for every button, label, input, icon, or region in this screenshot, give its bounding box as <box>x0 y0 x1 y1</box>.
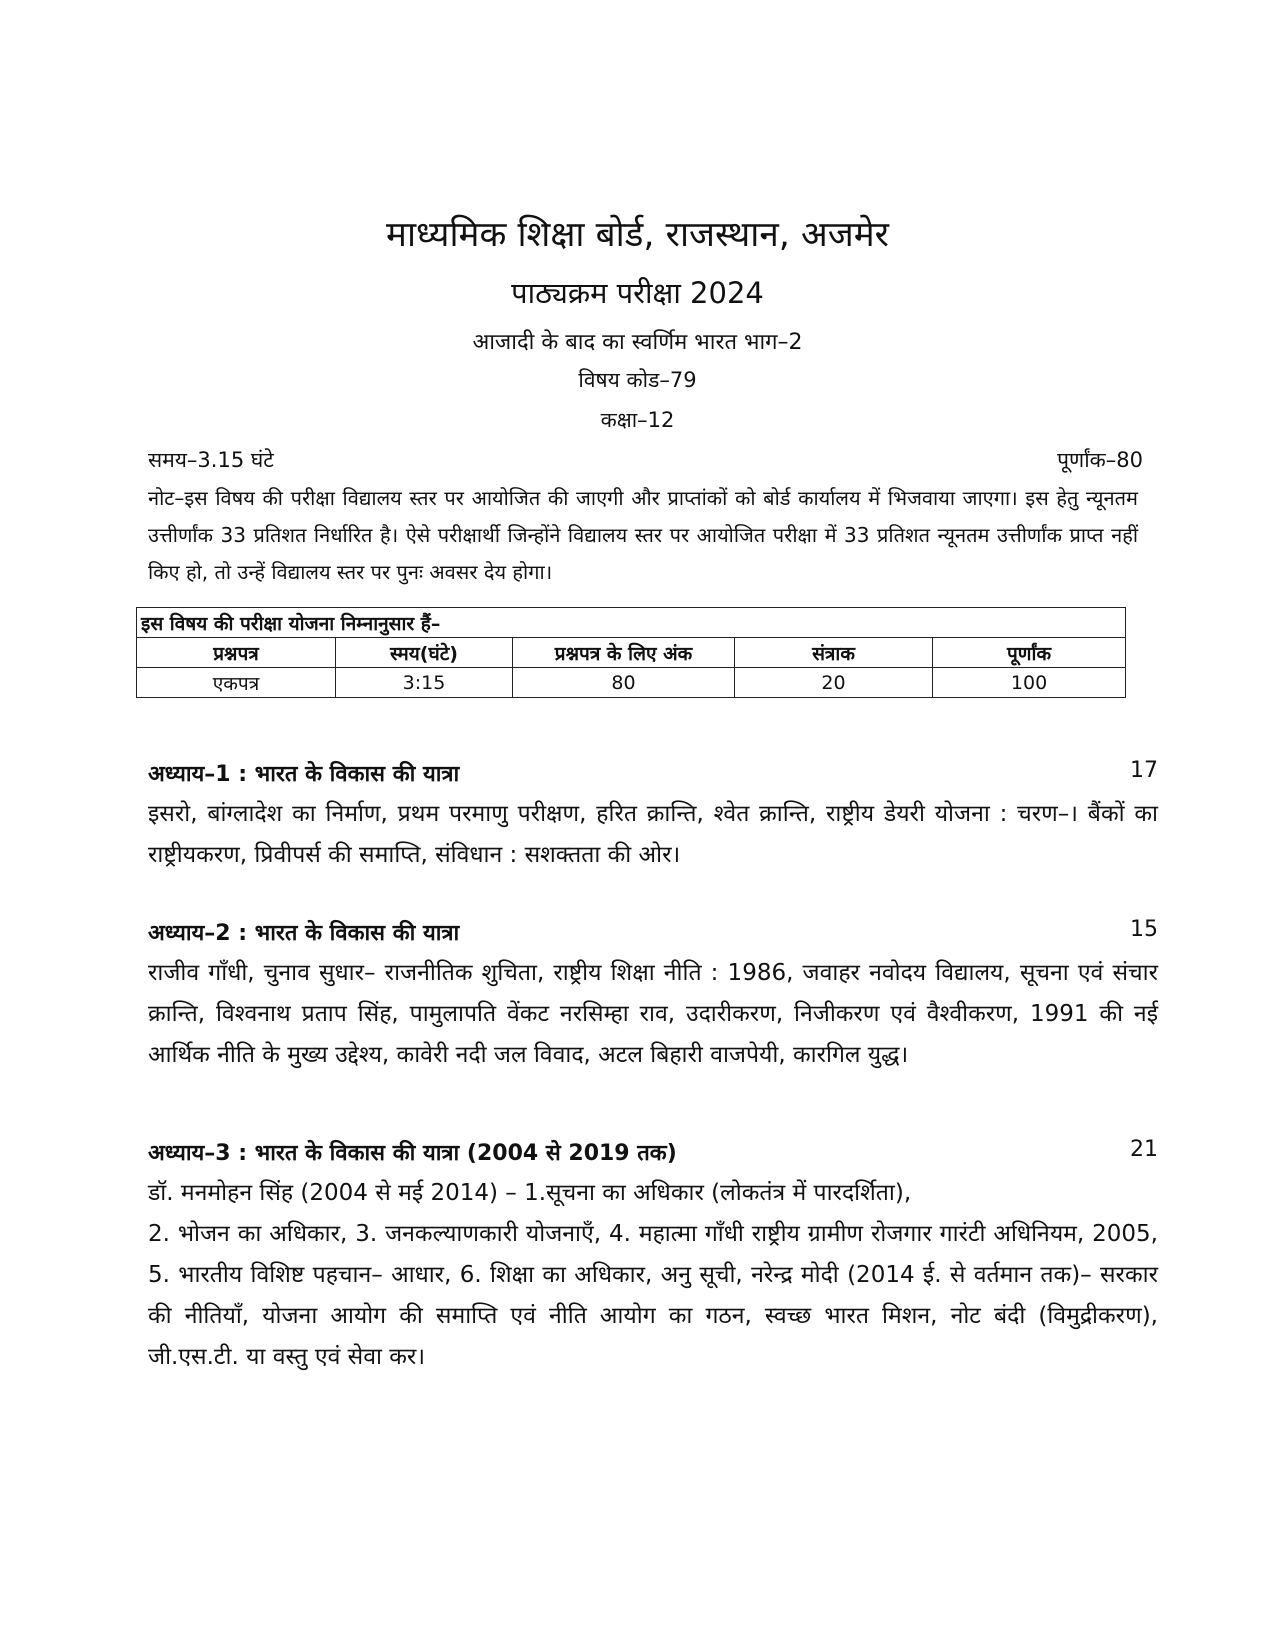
chapter-marks: 17 <box>1130 758 1158 783</box>
exam-scheme-table <box>136 607 1126 698</box>
chapter-1 <box>148 758 1158 876</box>
chapter-body-text: 2. भोजन का अधिकार, 3. जनकल्याणकारी योजनाएँ, 4. महात्मा गाँधी राष्ट्रीय ग्रामीण रोजगार गारंटी अधिनियम, 2005, 5. भारतीय विशिष्ट पहचान– आधार, 6. शिक्षा का अधिकार, अनु सूची, नरेन्द्र मोदी (2014 ई. से वर्तमान तक)– सरकार की नीतियाँ, योजना आयोग की समाप्ति एवं नीति आयोग का गठन, स्वच्छ भारत मिशन, नोट बंदी (विमुद्रीकरण), जी.एस.टी. या वस्तु एवं सेवा कर। <box>148 1221 1158 1370</box>
table-header-cell: संत्राक <box>735 638 933 668</box>
table-cell: 100 <box>933 668 1126 698</box>
table-row <box>137 668 1126 698</box>
table-header-cell: प्रश्नपत्र <box>137 638 336 668</box>
syllabus-title: पाठ्यक्रम परीक्षा 2024 <box>511 276 764 310</box>
table-header-cell: पूर्णांक <box>933 638 1126 668</box>
chapter-title: अध्याय–3 : भारत के विकास की यात्रा (2004 से 2019 तक) <box>148 1141 677 1166</box>
class-label: कक्षा–12 <box>600 408 675 432</box>
chapter-heading <box>148 1137 1158 1173</box>
chapter-heading <box>148 758 1158 794</box>
chapter-marks: 15 <box>1130 917 1158 942</box>
chapter-marks: 21 <box>1130 1137 1158 1162</box>
chapter-heading <box>148 917 1158 953</box>
table-cell: 80 <box>513 668 735 698</box>
table-cell: एकपत्र <box>137 668 336 698</box>
chapter-body <box>148 1173 1158 1378</box>
max-marks: पूर्णांक–80 <box>1057 448 1143 472</box>
table-header-cell: स्मय(घंटे) <box>336 638 513 668</box>
chapter-title: अध्याय–2 : भारत के विकास की यात्रा <box>148 921 460 946</box>
chapter-title: अध्याय–1 : भारत के विकास की यात्रा <box>148 762 460 787</box>
table-header-cell: प्रश्नपत्र के लिए अंक <box>513 638 735 668</box>
chapter-2 <box>148 917 1158 1076</box>
subject-name: आजादी के बाद का स्वर्णिम भारत भाग–2 <box>472 330 803 355</box>
chapter-body: इसरो, बांग्लादेश का निर्माण, प्रथम परमाणु परीक्षण, हरित क्रान्ति, श्वेत क्रान्ति, राष्ट्रीय डेयरी योजना : चरण–। बैंकों का राष्ट्रीयकरण, प्रिवीपर्स की समाप्ति, संविधान : सशक्तता की ओर। <box>148 801 1158 868</box>
exam-time: समय–3.15 घंटे <box>148 448 274 472</box>
chapter-3 <box>148 1137 1158 1378</box>
table-header-row <box>137 638 1126 668</box>
table-cell: 20 <box>735 668 933 698</box>
chapter-body-line: डॉ. मनमोहन सिंह (2004 से मई 2014) – 1.सूचना का अधिकार (लोकतंत्र में पारदर्शिता), <box>148 1180 912 1206</box>
table-cell: 3:15 <box>336 668 513 698</box>
exam-note: नोट–इस विषय की परीक्षा विद्यालय स्तर पर आयोजित की जाएगी और प्राप्तांकों को बोर्ड कार्यालय में भिजवाया जाएगा। इस हेतु न्यूनतम उत्तीर्णांक 33 प्रतिशत निर्धारित है। ऐसे परीक्षार्थी जिन्होंने विद्यालय स्तर पर आयोजित परीक्षा में 33 प्रतिशत न्यूनतम उत्तीर्णांक प्राप्त नहीं किए हो, तो उन्हें विद्यालय स्तर पर पुनः अवसर देय होगा। <box>148 486 1138 584</box>
table-caption-row <box>137 608 1126 638</box>
table-caption: इस विषय की परीक्षा योजना निम्नानुसार हैं– <box>137 608 1126 638</box>
chapter-body: राजीव गाँधी, चुनाव सुधार– राजनीतिक शुचिता, राष्ट्रीय शिक्षा नीति : 1986, जवाहर नवोदय विद्यालय, सूचना एवं संचार क्रान्ति, विश्वनाथ प्रताप सिंह, पामुलापति वेंकट नरसिम्हा राव, उदारीकरण, निजीकरण एवं वैश्वीकरण, 1991 की नई आर्थिक नीति के मुख्य उद्देश्य, कावेरी नदी जल विवाद, अटल बिहारी वाजपेयी, कारगिल युद्ध। <box>148 960 1158 1068</box>
subject-code: विषय कोड–79 <box>578 368 697 392</box>
board-title: माध्यमिक शिक्षा बोर्ड, राजस्थान, अजमेर <box>386 215 889 255</box>
